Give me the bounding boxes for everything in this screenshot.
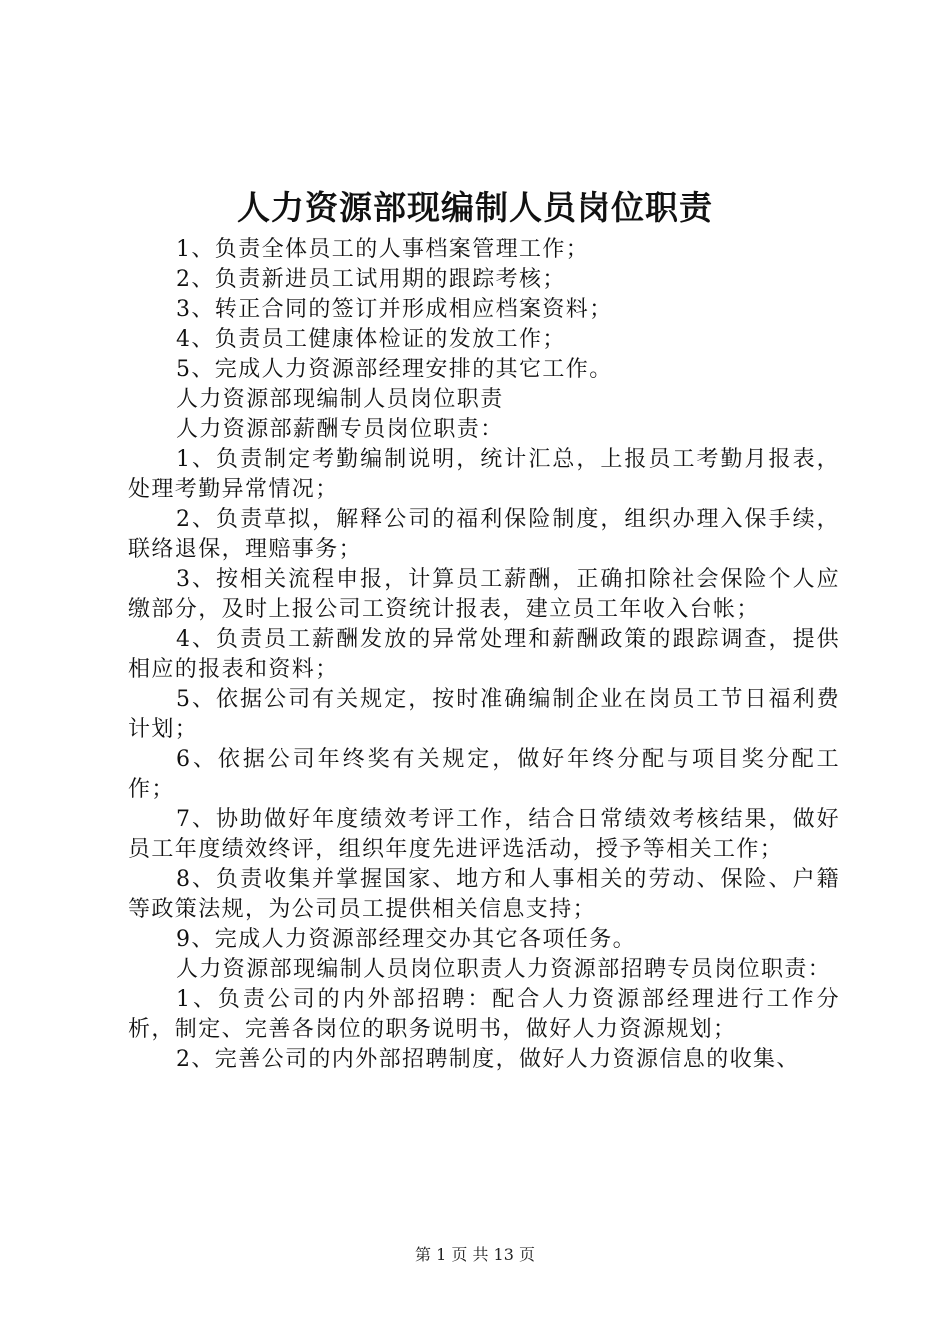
paragraph: 8、负责收集并掌握国家、地方和人事相关的劳动、保险、户籍等政策法规，为公司员工提供相关信息支持；: [128, 867, 840, 922]
paragraph: 4、负责员工薪酬发放的异常处理和薪酬政策的跟踪调查，提供相应的报表和资料；: [128, 627, 840, 682]
paragraph: 2、负责新进员工试用期的跟踪考核；: [176, 267, 566, 292]
paragraph: 6、依据公司年终奖有关规定，做好年终分配与项目奖分配工作；: [128, 747, 840, 802]
paragraph: 5、依据公司有关规定，按时准确编制企业在岗员工节日福利费计划；: [128, 687, 840, 742]
section-heading: 人力资源部现编制人员岗位职责: [176, 387, 504, 412]
paragraph: 3、转正合同的签订并形成相应档案资料；: [176, 297, 613, 322]
section-heading: 人力资源部薪酬专员岗位职责：: [176, 417, 504, 442]
paragraph: 4、负责员工健康体检证的发放工作；: [176, 327, 566, 352]
paragraph: 9、完成人力资源部经理交办其它各项任务。: [176, 927, 636, 952]
paragraph: 1、负责制定考勤编制说明，统计汇总，上报员工考勤月报表，处理考勤异常情况；: [128, 447, 840, 502]
paragraph: 2、负责草拟，解释公司的福利保险制度，组织办理入保手续，联络退保，理赔事务；: [128, 507, 840, 562]
paragraph: 2、完善公司的内外部招聘制度，做好人力资源信息的收集、: [176, 1047, 800, 1072]
paragraph: 1、负责全体员工的人事档案管理工作；: [176, 237, 590, 262]
page-number: 第 1 页 共 13 页: [415, 1245, 535, 1264]
paragraph: 1、负责公司的内外部招聘：配合人力资源部经理进行工作分析，制定、完善各岗位的职务说明书，做好人力资源规划；: [128, 987, 840, 1042]
page-footer: [0, 1244, 950, 1266]
paragraph: 7、协助做好年度绩效考评工作，结合日常绩效考核结果，做好员工年度绩效终评，组织年度先进评选活动，授予等相关工作；: [128, 807, 840, 862]
paragraph: 3、按相关流程申报，计算员工薪酬，正确扣除社会保险个人应缴部分，及时上报公司工资统计报表，建立员工年收入台帐；: [128, 567, 840, 622]
document-title: 人力资源部现编制人员岗位职责: [237, 188, 713, 227]
section-heading: 人力资源部现编制人员岗位职责人力资源部招聘专员岗位职责：: [176, 957, 832, 982]
document-body: [128, 235, 840, 1075]
paragraph: 5、完成人力资源部经理安排的其它工作。: [176, 357, 613, 382]
